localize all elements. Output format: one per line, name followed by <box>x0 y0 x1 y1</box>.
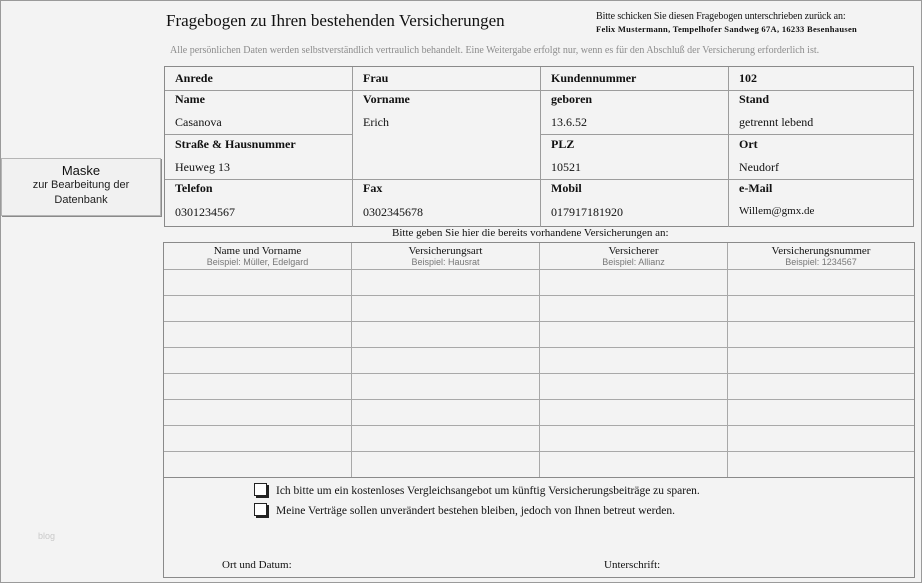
table-cell[interactable] <box>164 270 351 295</box>
insurance-table <box>163 242 915 478</box>
table-cell[interactable] <box>352 452 539 477</box>
stand-value[interactable]: getrennt lebend <box>739 115 814 129</box>
personal-data-table <box>164 66 914 227</box>
table-cell[interactable] <box>164 452 351 477</box>
table-cell[interactable] <box>164 374 351 399</box>
kundennummer-label: Kundennummer <box>551 71 637 85</box>
stand-label: Stand <box>739 92 770 106</box>
edit-database-button[interactable] <box>1 158 161 216</box>
table-cell[interactable] <box>164 400 351 425</box>
send-address: Felix Mustermann, Tempelhofer Sandweg 67A, 16233 Besenhausen <box>596 24 858 34</box>
column-header-example: Beispiel: 1234567 <box>785 257 857 267</box>
comparison-offer-label: Ich bitte um ein kostenloses Vergleichsangebot um künftig Versicherungsbeiträge zu sparen. <box>276 485 700 497</box>
signature-label: Unterschrift: <box>604 559 661 571</box>
geboren-value[interactable]: 13.6.52 <box>551 115 587 129</box>
table-row <box>164 374 914 399</box>
table-row <box>164 270 914 295</box>
fax-value[interactable]: 0302345678 <box>363 205 423 219</box>
column-divider <box>728 67 729 227</box>
column-header-insurer <box>540 243 727 270</box>
table-cell[interactable] <box>728 452 914 477</box>
table-cell[interactable] <box>352 296 539 321</box>
table-cell[interactable] <box>540 348 727 373</box>
table-row <box>164 426 914 451</box>
anrede-label: Anrede <box>175 71 213 85</box>
watermark: blog <box>38 531 56 541</box>
table-cell[interactable] <box>728 270 914 295</box>
table-cell[interactable] <box>352 374 539 399</box>
table-cell[interactable] <box>728 296 914 321</box>
send-hint: Bitte schicken Sie diesen Fragebogen unterschrieben zurück an: <box>596 11 846 22</box>
comparison-offer-checkbox[interactable] <box>254 483 267 496</box>
row-divider <box>165 134 353 135</box>
ort-label: Ort <box>739 137 758 151</box>
table-cell[interactable] <box>728 426 914 451</box>
column-header-example: Beispiel: Hausrat <box>411 257 480 267</box>
table-cell[interactable] <box>540 296 727 321</box>
email-value[interactable]: Willem@gmx.de <box>739 205 815 217</box>
fax-label: Fax <box>363 181 383 195</box>
table-cell[interactable] <box>540 270 727 295</box>
table-cell[interactable] <box>728 400 914 425</box>
table-cell[interactable] <box>164 426 351 451</box>
plz-label: PLZ <box>551 137 575 151</box>
table-row <box>164 348 914 373</box>
kundennummer-value[interactable]: 102 <box>739 71 757 85</box>
table-cell[interactable] <box>728 322 914 347</box>
column-header-label: Name und Vorname <box>213 245 302 257</box>
privacy-note: Alle persönlichen Daten werden selbstverständlich vertraulich behandelt. Eine Weitergabe erfolgt nur, wenn es für den Abschluß der Versicherung erforderlich ist. <box>170 45 820 56</box>
insurance-intro: Bitte geben Sie hier die bereits vorhandene Versicherungen an: <box>392 227 669 239</box>
column-header-label: Versicherer <box>608 245 659 257</box>
table-cell[interactable] <box>540 400 727 425</box>
keep-contracts-label: Meine Verträge sollen unverändert bestehen bleiben, jedoch von Ihnen betreut werden. <box>276 505 675 517</box>
column-divider <box>540 67 541 227</box>
column-header-example: Beispiel: Allianz <box>602 257 665 267</box>
table-cell[interactable] <box>352 426 539 451</box>
edit-database-button-title: Maske <box>61 163 101 178</box>
table-cell[interactable] <box>540 374 727 399</box>
table-cell[interactable] <box>540 452 727 477</box>
table-cell[interactable] <box>352 400 539 425</box>
page-title: Fragebogen zu Ihren bestehenden Versicherungen <box>166 11 505 30</box>
geboren-label: geboren <box>551 92 593 106</box>
table-cell[interactable] <box>728 374 914 399</box>
table-cell[interactable] <box>164 322 351 347</box>
table-cell[interactable] <box>540 322 727 347</box>
column-header-number <box>728 243 914 270</box>
edit-database-button-subtitle: zur Bearbeitung der Datenbank <box>32 179 130 206</box>
row-divider <box>165 179 913 180</box>
place-date-label: Ort und Datum: <box>222 559 292 571</box>
table-cell[interactable] <box>540 426 727 451</box>
plz-value[interactable]: 10521 <box>551 160 581 174</box>
telefon-value[interactable]: 0301234567 <box>175 205 235 219</box>
name-value[interactable]: Casanova <box>175 115 222 129</box>
telefon-label: Telefon <box>175 181 213 195</box>
column-header-name <box>164 243 351 270</box>
keep-contracts-checkbox[interactable] <box>254 503 267 516</box>
column-header-type <box>352 243 539 270</box>
row-divider <box>540 134 913 135</box>
email-label: e-Mail <box>739 181 773 195</box>
name-label: Name <box>175 92 205 106</box>
column-divider <box>352 67 353 227</box>
table-cell[interactable] <box>352 322 539 347</box>
anrede-value[interactable]: Frau <box>363 71 389 85</box>
column-header-example: Beispiel: Müller, Edelgard <box>206 257 309 267</box>
table-cell[interactable] <box>728 348 914 373</box>
strasse-value[interactable]: Heuweg 13 <box>175 160 230 174</box>
table-row <box>164 296 914 321</box>
table-cell[interactable] <box>352 348 539 373</box>
vorname-label: Vorname <box>363 92 410 106</box>
mobil-label: Mobil <box>551 181 582 195</box>
table-cell[interactable] <box>164 296 351 321</box>
ort-value[interactable]: Neudorf <box>739 160 779 174</box>
column-header-label: Versicherungsnummer <box>771 245 871 257</box>
table-row <box>164 322 914 347</box>
table-row <box>164 452 914 477</box>
table-cell[interactable] <box>352 270 539 295</box>
mobil-value[interactable]: 017917181920 <box>551 205 623 219</box>
vorname-value[interactable]: Erich <box>363 115 389 129</box>
row-divider <box>165 90 913 91</box>
column-header-label: Versicherungsart <box>408 245 483 257</box>
strasse-label: Straße & Hausnummer <box>175 137 296 151</box>
table-row <box>164 400 914 425</box>
table-cell[interactable] <box>164 348 351 373</box>
